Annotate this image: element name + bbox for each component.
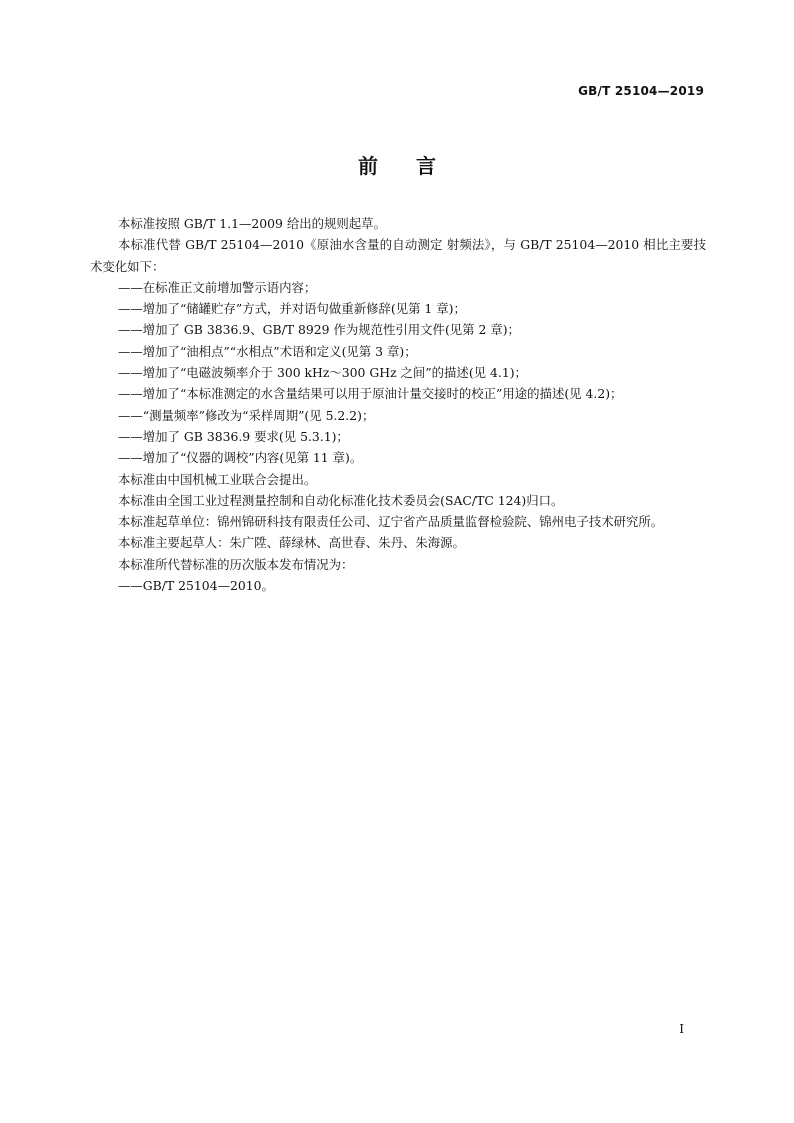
change-item-gb3836: ——增加了 GB 3836.9 要求(见 5.3.1)；: [118, 428, 349, 444]
change-item-usage: ——增加了“本标准测定的水含量结果可以用于原油计量交接时的校正”用途的描述(见 4.2)；: [118, 386, 623, 402]
change-item-warning: ——在标准正文前增加警示语内容；: [118, 279, 317, 295]
change-item-storage: ——增加了“储罐贮存”方式，并对语句做重新修辞(见第 1 章)；: [118, 301, 466, 317]
paragraph-drafters: 本标准主要起草人：朱广陞、薛绿林、高世春、朱丹、朱海源。: [118, 535, 465, 551]
change-item-normative-refs: ——增加了 GB 3836.9、GB/T 8929 作为规范性引用文件(见第 2 章)；: [118, 322, 520, 338]
history-item: ——GB/T 25104—2010。: [118, 578, 274, 594]
change-item-frequency: ——增加了“电磁波频率介于 300 kHz～300 GHz 之间”的描述(见 4.1)；: [118, 365, 527, 381]
change-item-calibration: ——增加了“仪器的调校”内容(见第 11 章)。: [118, 450, 363, 466]
title-char-1: 前: [358, 154, 378, 178]
paragraph-drafting-rules: 本标准按照 GB/T 1.1—2009 给出的规则起草。: [118, 216, 386, 231]
page-number: I: [679, 1022, 684, 1036]
paragraph-history: 本标准所代替标准的历次版本发布情况为：: [118, 556, 354, 572]
foreword-body: [90, 213, 706, 596]
change-item-sampling: ——“测量频率”修改为“采样周期”(见 5.2.2)；: [118, 407, 375, 423]
paragraph-proposed-by: 本标准由中国机械工业联合会提出。: [118, 471, 317, 487]
change-item-terms: ——增加了“油相点”“水相点”术语和定义(见第 3 章)；: [118, 343, 417, 359]
paragraph-replaces: 本标准代替 GB/T 25104—2010《原油水含量的自动测定 射频法》，与 GB/T 25104—2010 相比主要技术变化如下：: [90, 237, 706, 274]
paragraph-administered-by: 本标准由全国工业过程测量控制和自动化标准化技术委员会(SAC/TC 124)归口。: [118, 492, 564, 508]
standard-code: GB/T 25104—2019: [578, 84, 704, 98]
paragraph-drafting-units: 本标准起草单位：锦州锦研科技有限责任公司、辽宁省产品质量监督检验院、锦州电子技术研究所。: [118, 514, 664, 530]
title-char-2: 言: [416, 154, 436, 178]
page-title: [0, 150, 794, 179]
